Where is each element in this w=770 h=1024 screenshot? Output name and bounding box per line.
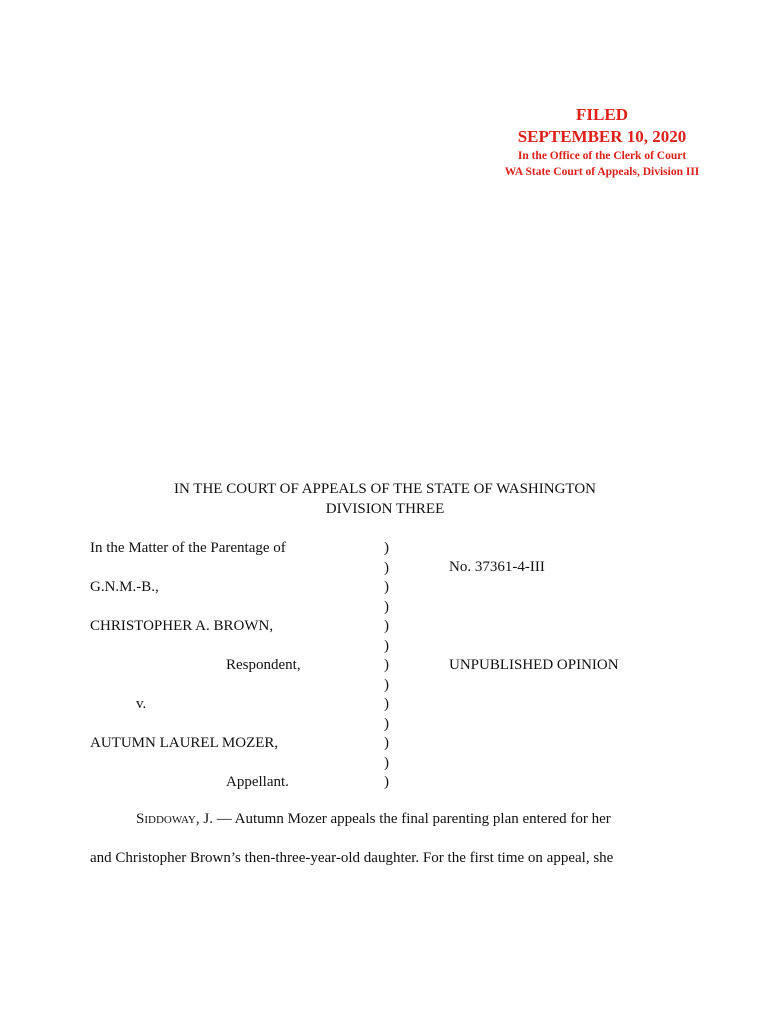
paren: ) (384, 618, 389, 634)
filed-date: SEPTEMBER 10, 2020 (517, 127, 687, 146)
opinion-line-2: and Christopher Brown’s then-three-year-old daughter. For the first time on appeal, she (90, 850, 614, 866)
caption-paren-column (384, 539, 396, 793)
paren: ) (384, 774, 389, 790)
caption-appellant-role: Appellant. (226, 774, 289, 790)
filed-court: WA State Court of Appeals, Division III (504, 166, 700, 178)
caption-child: G.N.M.-B., (90, 579, 159, 595)
opinion-body (90, 800, 690, 878)
opinion-type: UNPUBLISHED OPINION (449, 657, 619, 673)
paren: ) (384, 676, 389, 693)
court-header (0, 480, 770, 519)
paren: ) (384, 696, 389, 712)
paren: ) (384, 637, 389, 654)
opinion-line-1 (90, 800, 690, 839)
caption-versus: v. (136, 696, 147, 712)
filed-stamp (470, 104, 734, 180)
court-name: IN THE COURT OF APPEALS OF THE STATE OF WASHINGTON (174, 481, 596, 497)
caption-matter: In the Matter of the Parentage of (90, 540, 286, 556)
paren: ) (384, 559, 389, 576)
filed-status: FILED (576, 105, 628, 124)
paren: ) (384, 657, 389, 673)
caption-respondent-role: Respondent, (226, 657, 301, 673)
paren: ) (384, 598, 389, 615)
filed-office: In the Office of the Clerk of Court (517, 150, 687, 162)
opinion-line-1-text: , J. — Autumn Mozer appeals the final parenting plan entered for her (195, 811, 611, 827)
court-division: DIVISION THREE (325, 500, 445, 517)
caption-appellant-name: AUTUMN LAUREL MOZER, (90, 735, 279, 751)
paren: ) (384, 735, 389, 751)
caption-respondent-name: CHRISTOPHER A. BROWN, (90, 618, 274, 634)
paren: ) (384, 715, 389, 732)
paren: ) (384, 579, 389, 595)
paren: ) (384, 540, 389, 556)
case-number: No. 37361-4-III (449, 559, 545, 575)
paren: ) (384, 754, 389, 771)
judge-name: Siddoway (136, 811, 196, 827)
